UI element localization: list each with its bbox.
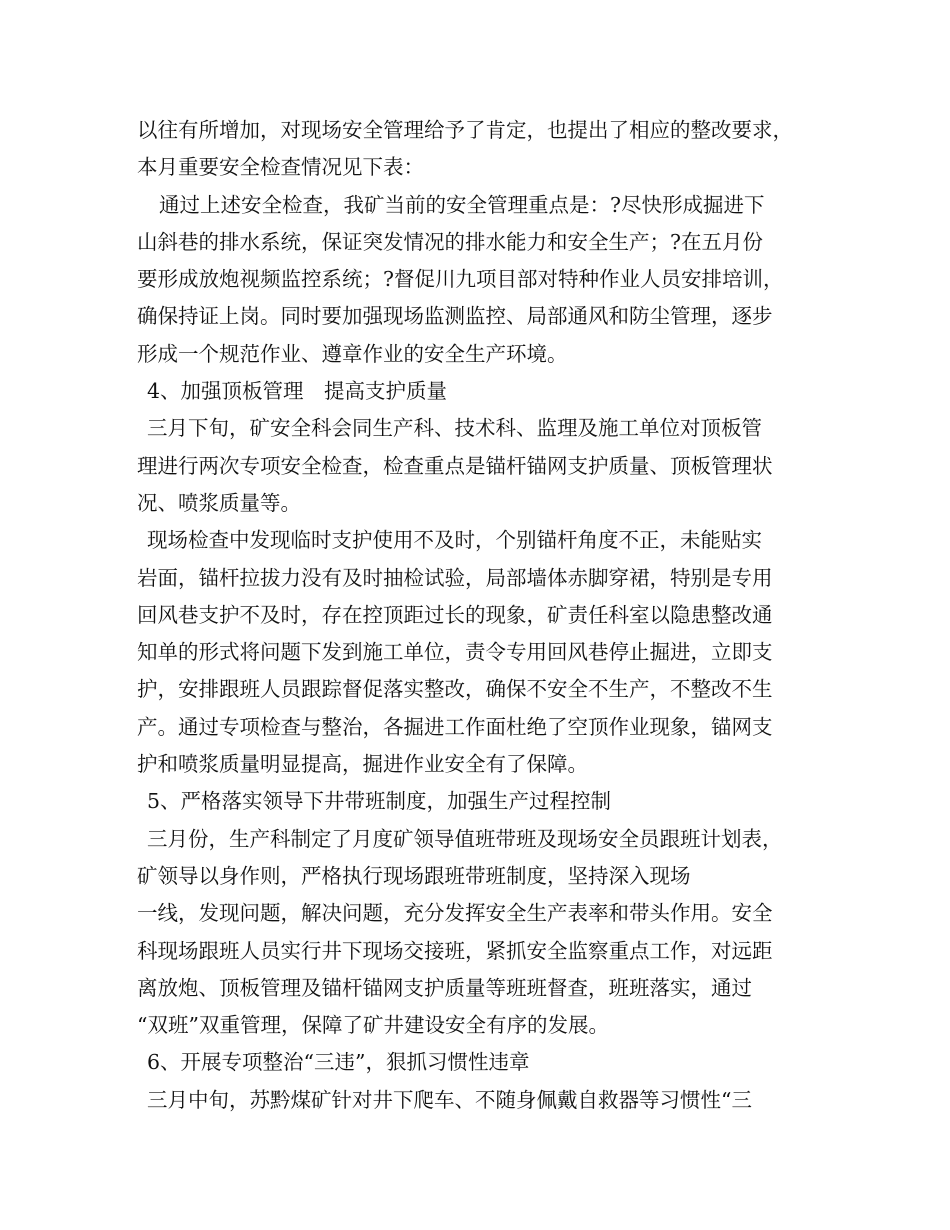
text-line: 矿领导以身作则，严格执行现场跟班带班制度，坚持深入现场 bbox=[137, 863, 691, 888]
text-line: 本月重要安全检查情况见下表： bbox=[137, 155, 424, 180]
text-line: 以往有所增加，对现场安全管理给予了肯定，也提出了相应的整改要求， bbox=[137, 118, 793, 142]
paragraph-start-line: 通过上述安全检查，我矿当前的安全管理重点是：?尽快形成掘进下 bbox=[159, 192, 765, 217]
text-line: 一线，发现问题，解决问题，充分发挥安全生产表率和带头作用。安全 bbox=[137, 901, 773, 926]
paragraph-start-line: 三月份，生产科制定了月度矿领导值班带班及现场安全员跟班计划表， bbox=[147, 826, 783, 851]
paragraph-start-line: 三月中旬，苏黔煤矿针对井下爬车、不随身佩戴自救器等习惯性“三 bbox=[147, 1087, 752, 1112]
paragraph-start-line: 三月下旬，矿安全科会同生产科、技术科、监理及施工单位对顶板管 bbox=[147, 416, 762, 441]
text-line: “双班”双重管理，保障了矿井建设安全有序的发展。 bbox=[137, 1013, 609, 1038]
text-line: 要形成放炮视频监控系统；?督促川九项目部对特种作业人员安排培训， bbox=[137, 267, 784, 292]
text-line: 况、喷浆质量等。 bbox=[137, 490, 301, 515]
text-line: 理进行两次专项安全检查，检查重点是锚杆锚网支护质量、顶板管理状 bbox=[137, 453, 773, 478]
text-line: 形成一个规范作业、遵章作业的安全生产环境。 bbox=[137, 341, 568, 366]
section-heading-5: 5、严格落实领导下井带班制度，加强生产过程控制 bbox=[147, 789, 612, 814]
text-line: 科现场跟班人员实行井下现场交接班，紧抓安全监察重点工作，对远距 bbox=[137, 938, 773, 963]
paragraph-start-line: 现场检查中发现临时支护使用不及时，个别锚杆角度不正，未能贴实 bbox=[147, 528, 762, 553]
text-line: 岩面，锚杆拉拔力没有及时抽检试验，局部墙体赤脚穿裙，特别是专用 bbox=[137, 565, 773, 590]
section-heading-6: 6、开展专项整治“三违”，狠抓习惯性违章 bbox=[147, 1050, 530, 1075]
text-line: 确保持证上岗。同时要加强现场监测监控、局部通风和防尘管理，逐步 bbox=[137, 304, 773, 329]
section-heading-4: 4、加强顶板管理 提高支护质量 bbox=[147, 379, 448, 404]
text-line: 护，安排跟班人员跟踪督促落实整改，确保不安全不生产，不整改不生 bbox=[137, 677, 773, 702]
text-line: 产。通过专项检查与整治，各掘进工作面杜绝了空顶作业现象，锚网支 bbox=[137, 714, 773, 739]
text-line: 护和喷浆质量明显提高，掘进作业安全有了保障。 bbox=[137, 752, 588, 777]
text-line: 知单的形式将问题下发到施工单位，责令专用回风巷停止掘进，立即支 bbox=[137, 640, 773, 665]
text-line: 离放炮、顶板管理及锚杆锚网支护质量等班班督查，班班落实，通过 bbox=[137, 975, 752, 1000]
text-line: 回风巷支护不及时，存在控顶距过长的现象，矿责任科室以隐患整改通 bbox=[137, 602, 773, 627]
document-body bbox=[137, 112, 827, 1119]
text-line: 山斜巷的排水系统，保证突发情况的排水能力和安全生产；?在五月份 bbox=[137, 229, 763, 254]
